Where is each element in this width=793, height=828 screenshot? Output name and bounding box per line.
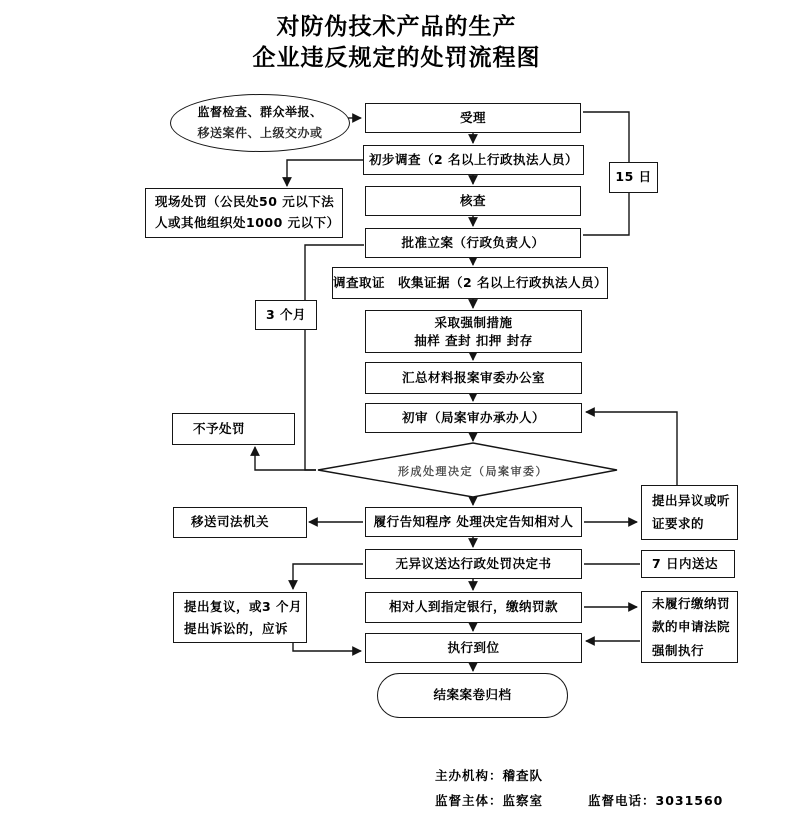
- footer-supervise-org: 监督主体：监察室: [435, 793, 544, 808]
- edge-reconsideration-execute: [293, 643, 361, 651]
- node-approve-case-label: 批准立案（行政负责人）: [401, 234, 545, 250]
- node-deliver-decision-label: 无异议送达行政处罚决定书: [395, 555, 552, 571]
- node-start-line2: 移送案件、上级交办或: [197, 126, 323, 140]
- node-accept-label: 受理: [459, 109, 486, 125]
- node-verify: [365, 186, 581, 216]
- node-collect-evidence-label: 调查取证 收集证据（2 名以上行政执法人员）: [333, 274, 608, 290]
- edge-preliminary-onsite: [287, 160, 363, 186]
- node-objection: [641, 485, 738, 540]
- node-preliminary-survey-label: 初步调查（2 名以上行政执法人员）: [368, 151, 579, 167]
- node-start-line1: 监督检查、群众举报、: [197, 105, 323, 119]
- node-pay-fine-label: 相对人到指定银行，缴纳罚款: [388, 599, 558, 615]
- node-verify-label: 核查: [459, 192, 486, 208]
- node-execute-label: 执行到位: [447, 639, 500, 655]
- node-approve-case: [365, 228, 581, 258]
- node-coercive-measures: [365, 310, 582, 353]
- node-first-review: [365, 403, 582, 433]
- node-objection-line1: 提出异议或听: [652, 493, 731, 508]
- node-accept: [365, 103, 581, 133]
- node-report-committee-label: 汇总材料报案审委办公室: [401, 369, 545, 385]
- node-coercive-measures-line1: 采取强制措施: [434, 315, 513, 330]
- node-no-penalty-label: 不予处罚: [193, 420, 246, 436]
- node-objection-line2: 证要求的: [652, 515, 705, 531]
- page-title-line2: 企业违反规定的处罚流程图: [252, 45, 541, 71]
- node-3-months-text: 3 个月: [265, 306, 307, 322]
- node-deliver-7days: [641, 550, 735, 578]
- node-preliminary-survey: [363, 145, 584, 175]
- node-court-enforce: [641, 591, 738, 663]
- node-deliver-decision: [365, 549, 582, 579]
- node-transfer-judicial: [173, 507, 307, 538]
- node-no-penalty: [172, 413, 295, 445]
- page-title: [0, 12, 793, 74]
- node-onsite-penalty: [145, 188, 343, 238]
- node-notify-party-label: 履行告知程序 处理决定告知相对人: [373, 513, 574, 529]
- node-onsite-penalty-line1: 现场处罚（公民处50 元以下法: [155, 194, 335, 210]
- edge-deliver-reconsideration: [293, 564, 363, 589]
- page-title-line1: 对防伪技术产品的生产: [276, 14, 517, 40]
- node-archive: [377, 673, 568, 718]
- node-pay-fine: [365, 592, 582, 623]
- node-court-enforce-line1: 未履行缴纳罚: [652, 596, 731, 612]
- node-execute: [365, 633, 582, 663]
- node-reconsideration-line2: 提出诉讼的，应诉: [184, 620, 289, 636]
- node-start: [170, 94, 350, 152]
- node-notify-party: [365, 507, 582, 537]
- footer-supervise-phone: 监督电话：3031560: [588, 793, 724, 808]
- node-form-decision-label: 形成处理决定（局案审委）: [398, 465, 548, 478]
- node-form-decision: [323, 463, 623, 479]
- node-collect-evidence: [332, 267, 608, 299]
- edge-diamond-nopenalty: [255, 447, 316, 470]
- node-deliver-7days-label: 7 日内送达: [652, 555, 719, 571]
- node-report-committee: [365, 362, 582, 394]
- node-court-enforce-line2: 款的申请法院: [652, 619, 731, 635]
- node-first-review-label: 初审（局案审办承办人）: [401, 409, 545, 425]
- footer-host-org: 主办机构：稽查队: [435, 768, 544, 783]
- node-reconsideration-line1: 提出复议，或3 个月: [184, 598, 303, 614]
- node-transfer-judicial-label: 移送司法机关: [191, 514, 270, 530]
- node-court-enforce-line3: 强制执行: [652, 642, 705, 658]
- node-onsite-penalty-line2: 人或其他组织处1000 元以下）: [155, 215, 340, 230]
- node-15-days-text: 15 日: [615, 169, 652, 185]
- node-archive-label: 结案案卷归档: [433, 687, 512, 703]
- node-coercive-measures-line2: 抽样 查封 扣押 封存: [414, 332, 533, 348]
- node-15-days-label: [609, 162, 658, 193]
- node-reconsideration: [173, 592, 307, 643]
- node-3-months-label: [255, 300, 317, 330]
